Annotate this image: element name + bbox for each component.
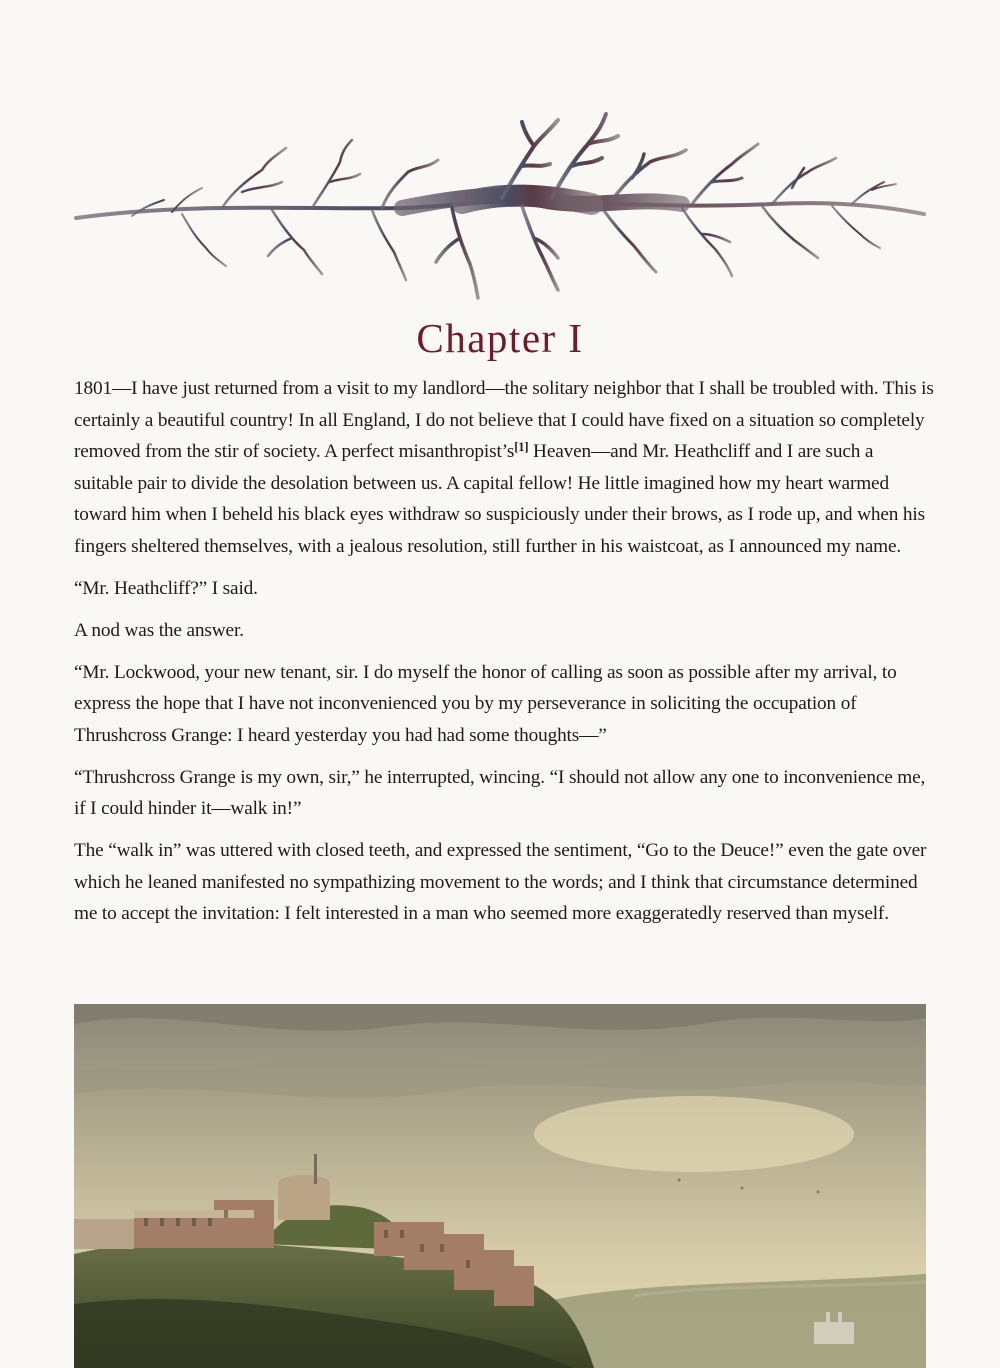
paragraph: The “walk in” was uttered with closed teeth, and expressed the sentiment, “Go to the Deuce!” even the gate over which he leaned manifested no sympathizing movement to the words; and I think that circumstance determined me to accept the invitation: I felt interested in a man who seemed more exaggeratedly reserved than myself.: [74, 840, 927, 924]
paragraph: “Thrushcross Grange is my own, sir,” he interrupted, wincing. “I should not allow any one to inconvenience me, if I could hinder it—walk in!”: [74, 766, 926, 819]
castle-landscape-painting: [74, 1004, 926, 1368]
paragraph: “Mr. Lockwood, your new tenant, sir. I do myself the honor of calling as soon as possible after my arrival, to express the hope that I have not inconvenienced you by my perseverance in soliciting the occupation of Thrushcross Grange: I heard yesterday you had had some thoughts—”: [74, 661, 897, 746]
paragraph: A nod was the answer.: [74, 619, 244, 641]
paragraph-text: Heaven—and Mr. Heathcliff and I are such a suitable pair to divide the desolation between us. A capital fellow! He little imagined how my heart warmed toward him when I beheld his black eyes withdraw so suspiciously under their brows, as I rode up, and when his fingers sheltered themselves, with a jealous resolution, still further in his waistcoat, as I announced my name.: [74, 441, 925, 557]
paragraph: [74, 373, 934, 562]
paragraph: “Mr. Heathcliff?” I said.: [74, 577, 258, 599]
tree-branch-ornament-icon: [72, 100, 928, 315]
footnote-link[interactable]: [1]: [514, 440, 529, 454]
chapter-body: [74, 373, 934, 940]
paragraph-text: 1801—I have just returned from a visit to my landlord—the solitary neighbor that I shall be troubled with. This is certainly a beautiful country! In all England, I do not believe that I could have fixed on a situation so completely removed from the stir of society. A perfect misanthropist’s: [74, 378, 934, 462]
chapter-title: Chapter I: [416, 315, 584, 361]
